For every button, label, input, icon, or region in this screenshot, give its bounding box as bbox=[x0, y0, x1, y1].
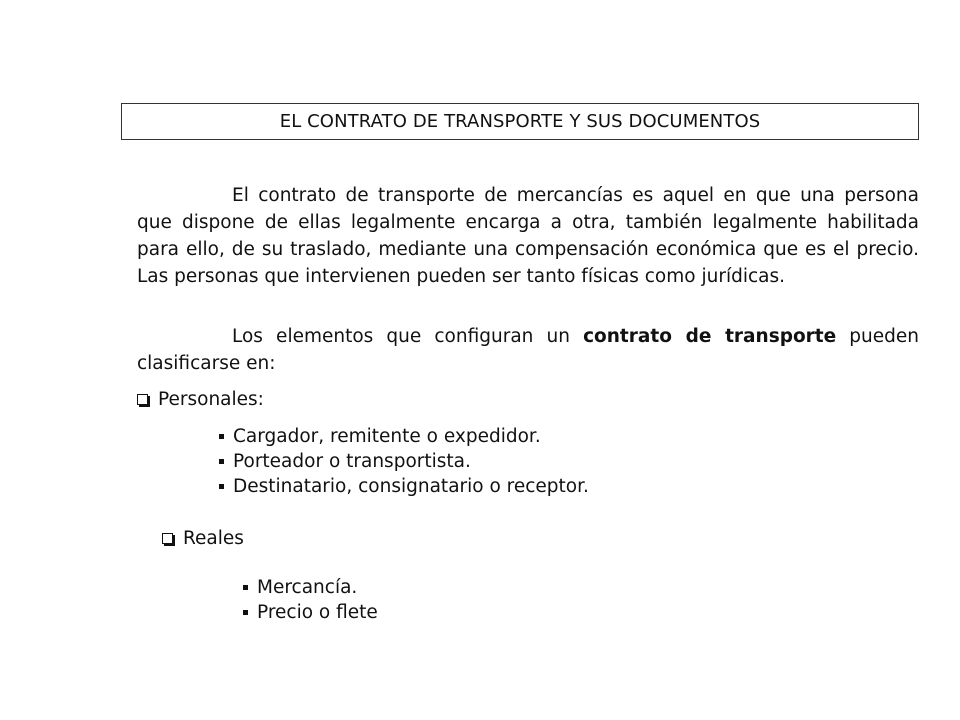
section-personales bbox=[137, 386, 264, 413]
checkbox-bullet-icon bbox=[137, 394, 148, 405]
square-bullet-icon bbox=[219, 434, 224, 439]
page-title: EL CONTRATO DE TRANSPORTE Y SUS DOCUMENTOS bbox=[279, 111, 761, 132]
paragraph-elements bbox=[137, 323, 919, 377]
list-item bbox=[219, 449, 589, 474]
list-item-text: Porteador o transportista. bbox=[233, 451, 471, 472]
square-bullet-icon bbox=[219, 459, 224, 464]
square-bullet-icon bbox=[219, 484, 224, 489]
paragraph-elements-before: Los elementos que configuran un bbox=[232, 326, 584, 347]
title-box bbox=[121, 103, 919, 140]
section-reales bbox=[162, 525, 244, 552]
square-bullet-icon bbox=[243, 585, 248, 590]
list-item bbox=[243, 575, 378, 600]
list-item-text: Precio o flete bbox=[257, 602, 378, 623]
checkbox-bullet-icon bbox=[162, 533, 173, 544]
paragraph-elements-after: pueden clasificarse en: bbox=[137, 326, 919, 374]
paragraph-elements-bold: contrato de transporte bbox=[583, 326, 837, 347]
list-reales bbox=[243, 575, 378, 625]
list-item-text: Cargador, remitente o expedidor. bbox=[233, 426, 541, 447]
list-item bbox=[219, 424, 589, 449]
square-bullet-icon bbox=[243, 610, 248, 615]
list-item-text: Destinatario, consignatario o receptor. bbox=[233, 476, 589, 497]
list-personales bbox=[219, 424, 589, 499]
section-heading-personales: Personales: bbox=[158, 389, 264, 410]
list-item bbox=[219, 474, 589, 499]
list-item-text: Mercancía. bbox=[257, 577, 358, 598]
section-heading-reales: Reales bbox=[183, 528, 244, 549]
list-item bbox=[243, 600, 378, 625]
paragraph-definition: El contrato de transporte de mercancías es aquel en que una persona que dispone de ellas legalmente encarga a otra, también legalmente habilitada para ello, de su traslado, mediante una compensación económica que es el precio. Las personas que intervienen pueden ser tanto físicas como jurídicas. bbox=[137, 185, 919, 287]
